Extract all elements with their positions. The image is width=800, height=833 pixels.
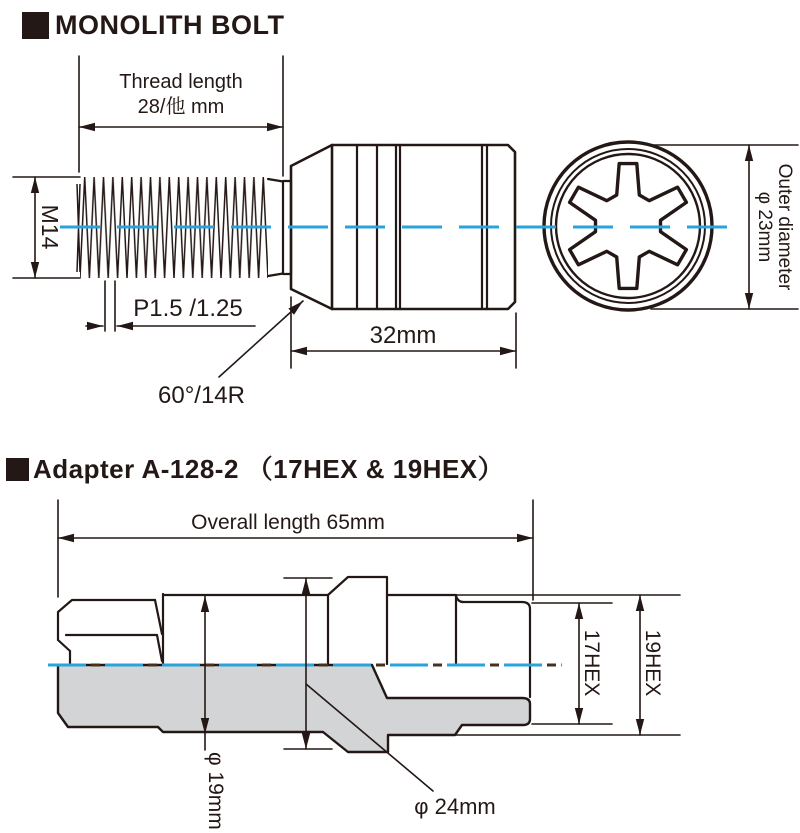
dim-body-length: 32mm (369, 322, 437, 349)
bolt-title: MONOLITH BOLT (55, 10, 285, 40)
dim-dia19: φ 19mm (204, 752, 227, 830)
dim-thread-length-value: 28/他 mm (137, 96, 225, 118)
adapter-title-block (6, 454, 504, 484)
dim-thread-length-label: Thread length (119, 71, 243, 93)
dim-outer-diameter-label: Outer diameter (774, 163, 795, 291)
title-square-icon (22, 12, 49, 39)
adapter-title: Adapter A-128-2 （17HEX & 19HEX） (33, 454, 505, 484)
title-square-icon (6, 458, 29, 481)
bolt-title-block (22, 10, 284, 40)
end-view-outer-circle (544, 142, 712, 310)
dim-overall-length: Overall length 65mm (191, 511, 385, 534)
dim-hex17: 17HEX (580, 629, 603, 697)
adapter-section-fill (58, 665, 530, 752)
dim-hex19: 19HEX (641, 629, 664, 697)
dim-dia24: φ 24mm (414, 794, 496, 819)
dim-thread-size: M14 (37, 204, 63, 250)
bolt-end-view (544, 142, 712, 310)
dim-pitch: P1.5 /1.25 (133, 295, 243, 322)
dim-outer-diameter-value: φ 23mm (754, 191, 775, 263)
dim-seat-angle: 60°/14R (158, 382, 245, 409)
